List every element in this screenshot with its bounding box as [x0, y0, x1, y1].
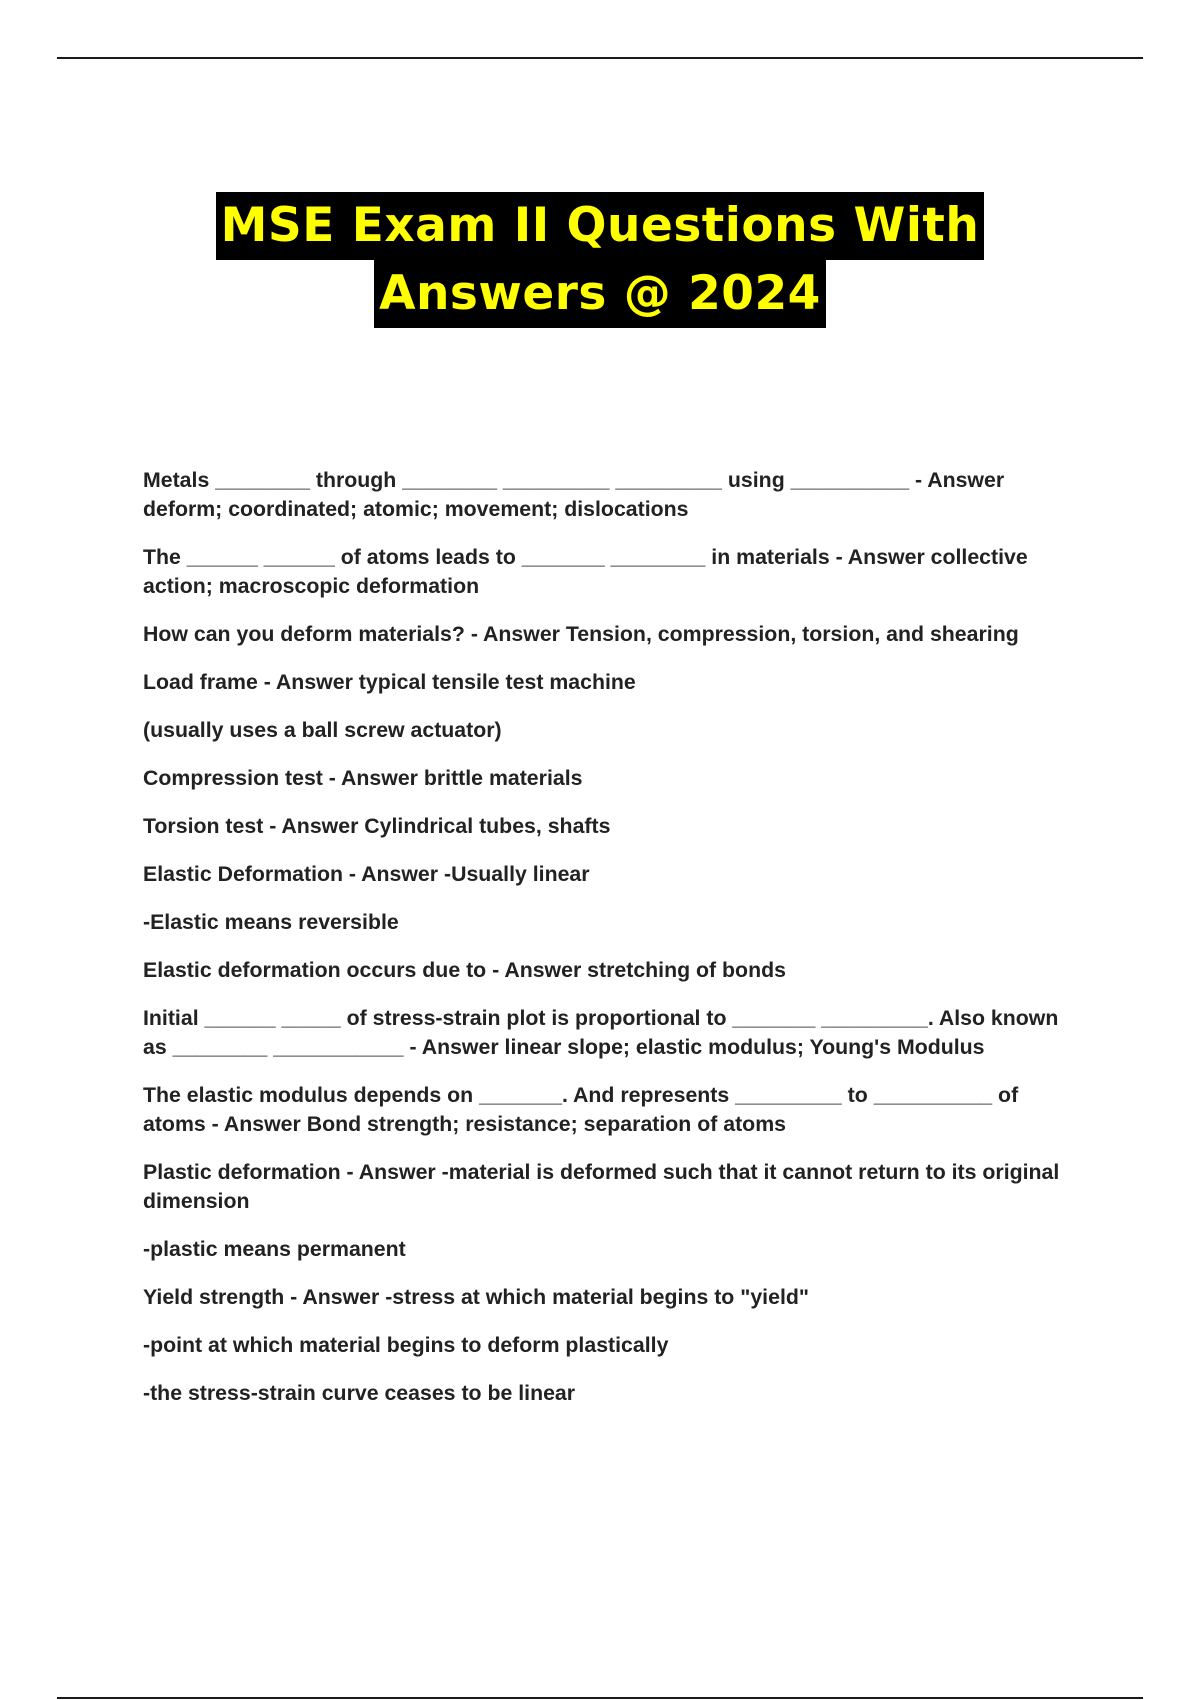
qa-paragraph: The elastic modulus depends on _______. And represents _________ to __________ of atoms - Answer Bond strength; resistance; separation of atoms: [143, 1083, 1019, 1136]
qa-paragraph: -plastic means permanent: [143, 1237, 406, 1261]
qa-paragraph: (usually uses a ball screw actuator): [143, 718, 502, 742]
title-line-2: Answers @ 2024: [374, 260, 826, 328]
qa-paragraph: Plastic deformation - Answer -material is deformed such that it cannot return to its original dimension: [143, 1160, 1060, 1213]
qa-paragraph: Yield strength - Answer -stress at which material begins to "yield": [143, 1285, 809, 1309]
footer-rule: [57, 1697, 1143, 1699]
qa-paragraph: -point at which material begins to deform plastically: [143, 1333, 669, 1357]
document-body: [143, 466, 1073, 1427]
qa-paragraph: Load frame - Answer typical tensile test machine: [143, 670, 636, 694]
qa-paragraph: Torsion test - Answer Cylindrical tubes, shafts: [143, 814, 611, 838]
qa-paragraph: Initial ______ _____ of stress-strain plot is proportional to _______ _________. Also known as ________ ___________ - Answer linear slope; elastic modulus; Young's Modulus: [143, 1006, 1059, 1059]
qa-paragraph: Elastic deformation occurs due to - Answer stretching of bonds: [143, 958, 786, 982]
qa-paragraph: The ______ ______ of atoms leads to _______ ________ in materials - Answer collective action; macroscopic deformation: [143, 545, 1028, 598]
document-title: [0, 192, 1200, 328]
qa-paragraph: Elastic Deformation - Answer -Usually linear: [143, 862, 590, 886]
qa-paragraph: How can you deform materials? - Answer Tension, compression, torsion, and shearing: [143, 622, 1019, 646]
qa-paragraph: -Elastic means reversible: [143, 910, 399, 934]
title-line-1: MSE Exam II Questions With: [216, 192, 985, 260]
header-rule: [57, 57, 1143, 59]
qa-paragraph: -the stress-strain curve ceases to be linear: [143, 1381, 576, 1405]
qa-paragraph: Metals ________ through ________ _________ _________ using __________ - Answer deform; coordinated; atomic; movement; dislocations: [143, 468, 1005, 521]
qa-paragraph: Compression test - Answer brittle materials: [143, 766, 583, 790]
